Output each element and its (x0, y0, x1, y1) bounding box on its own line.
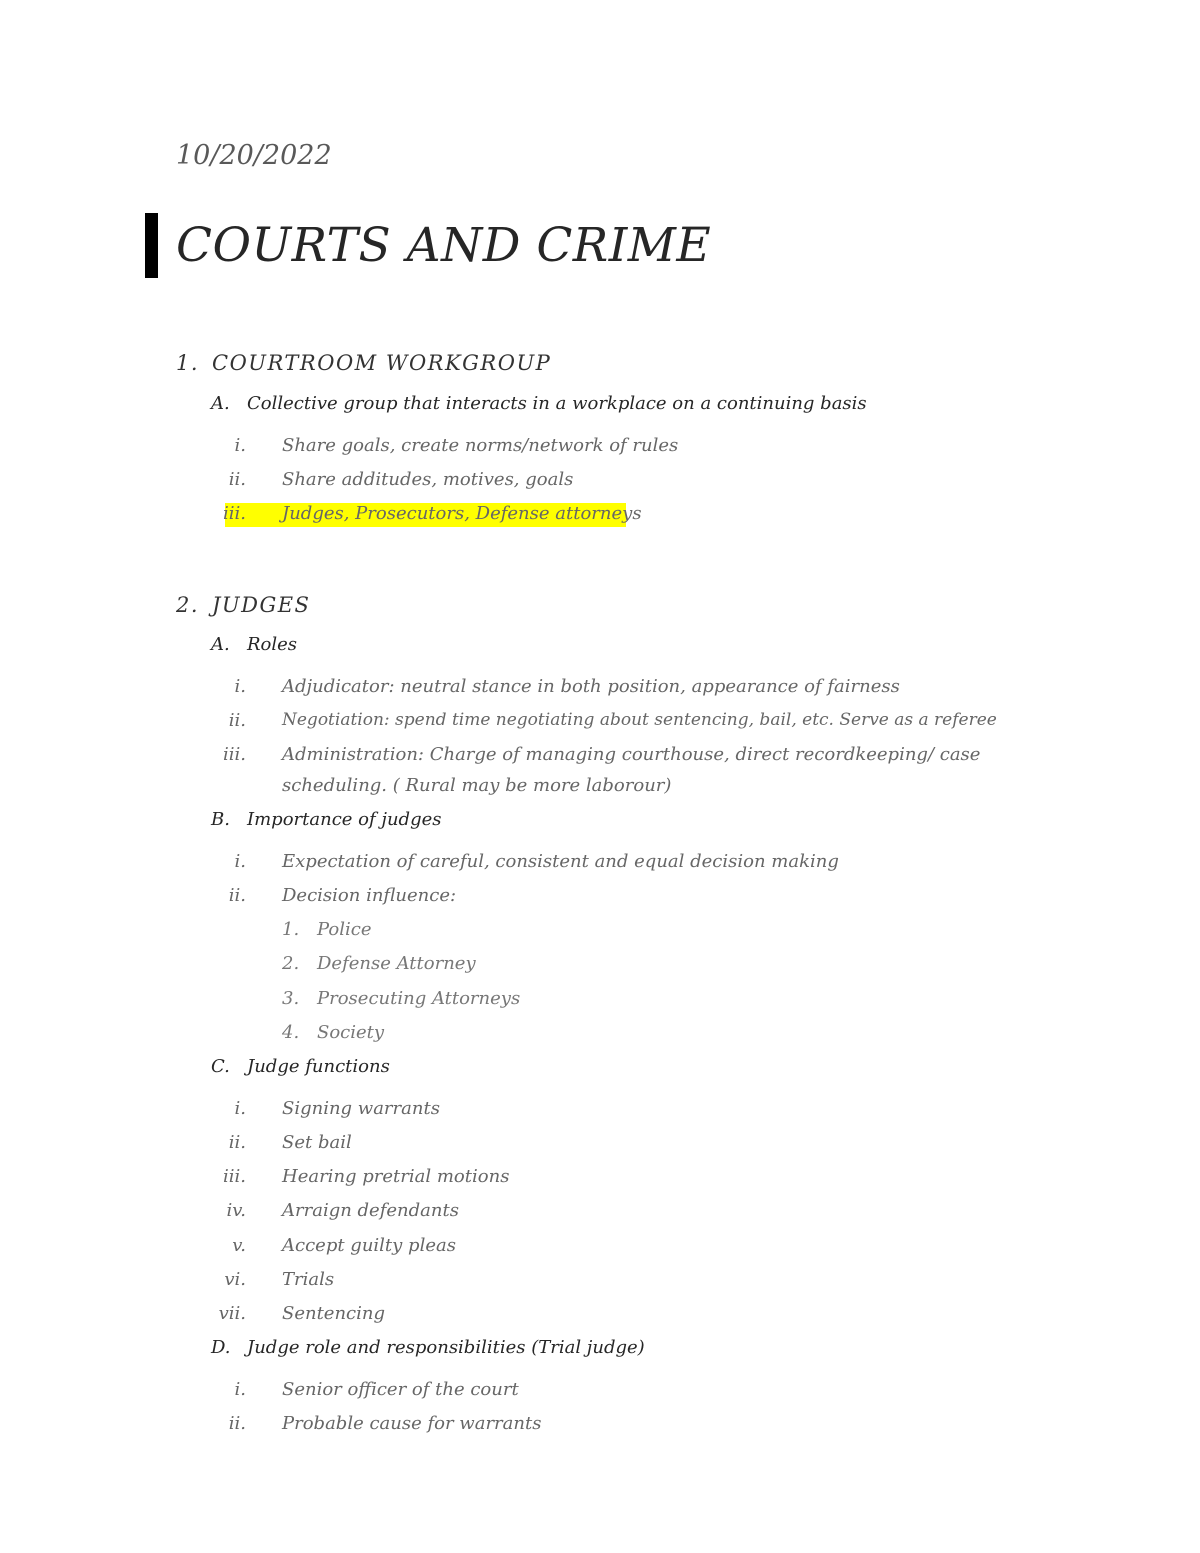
subitem-text: Adjudicator: neutral stance in both position, appearance of fairness (282, 676, 900, 697)
nested-item-text: Society (317, 1022, 385, 1043)
subitem-label: v. (232, 1235, 246, 1256)
subitem-text-highlighted: Judges, Prosecutors, Defense attorneys (282, 503, 642, 524)
subitem-text: Decision influence: (282, 885, 457, 906)
nested-item-label: 2. (282, 953, 300, 974)
subitem-text: Share goals, create norms/network of rules (282, 435, 679, 456)
section-2-heading: JUDGES (212, 593, 311, 617)
subitem-label: ii. (228, 1132, 246, 1153)
subitem-label: i. (234, 676, 246, 697)
item-text: Judge functions (247, 1056, 390, 1077)
subitem-label: iii. (223, 744, 246, 765)
item-label: A. (211, 393, 230, 414)
subitem-label: ii. (228, 1413, 246, 1434)
subitem-text: Administration: Charge of managing courthouse, direct recordkeeping/ case (282, 744, 981, 765)
nested-item-text: Prosecuting Attorneys (317, 988, 521, 1009)
subitem-label: iii. (223, 503, 246, 524)
nested-item-text: Police (317, 919, 372, 940)
subitem-label: ii. (228, 885, 246, 906)
item-label: B. (211, 809, 230, 830)
subitem-text: Negotiation: spend time negotiating about sentencing, bail, etc. Serve as a referee (282, 710, 997, 730)
item-text: Importance of judges (247, 809, 442, 830)
subitem-text: Accept guilty pleas (282, 1235, 456, 1256)
nested-item-text: Defense Attorney (317, 953, 476, 974)
subitem-text: Hearing pretrial motions (282, 1166, 510, 1187)
subitem-label: iv. (226, 1200, 246, 1221)
subitem-text: Arraign defendants (282, 1200, 459, 1221)
subitem-label: i. (234, 851, 246, 872)
subitem-text: Probable cause for warrants (282, 1413, 542, 1434)
subitem-text: Trials (282, 1269, 335, 1290)
section-2-number: 2. (176, 593, 200, 617)
item-text: Collective group that interacts in a workplace on a continuing basis (247, 393, 867, 414)
subitem-label: ii. (228, 469, 246, 490)
nested-item-label: 3. (282, 988, 300, 1009)
subitem-label: vii. (218, 1303, 246, 1324)
section-1-heading: COURTROOM WORKGROUP (212, 351, 552, 375)
nested-item-label: 1. (282, 919, 300, 940)
subitem-label: vi. (224, 1269, 246, 1290)
nested-item-label: 4. (282, 1022, 300, 1043)
section-1-number: 1. (176, 351, 200, 375)
subitem-text-continuation: scheduling. ( Rural may be more laborour) (282, 775, 672, 796)
item-text: Judge role and responsibilities (Trial judge) (247, 1337, 645, 1358)
subitem-label: i. (234, 435, 246, 456)
subitem-label: iii. (223, 1166, 246, 1187)
subitem-text: Share additudes, motives, goals (282, 469, 574, 490)
item-label: A. (211, 634, 230, 655)
item-label: C. (211, 1056, 230, 1077)
item-text: Roles (247, 634, 298, 655)
subitem-label: i. (234, 1379, 246, 1400)
subitem-label: i. (234, 1098, 246, 1119)
subitem-text: Set bail (282, 1132, 352, 1153)
subitem-text: Expectation of careful, consistent and equal decision making (282, 851, 839, 872)
title-bar-marker (145, 213, 158, 278)
subitem-text: Signing warrants (282, 1098, 440, 1119)
item-label: D. (211, 1337, 231, 1358)
subitem-text: Sentencing (282, 1303, 386, 1324)
document-title: COURTS AND CRIME (176, 218, 712, 273)
subitem-text: Senior officer of the court (282, 1379, 519, 1400)
document-date: 10/20/2022 (176, 140, 332, 171)
subitem-label: ii. (228, 710, 246, 731)
